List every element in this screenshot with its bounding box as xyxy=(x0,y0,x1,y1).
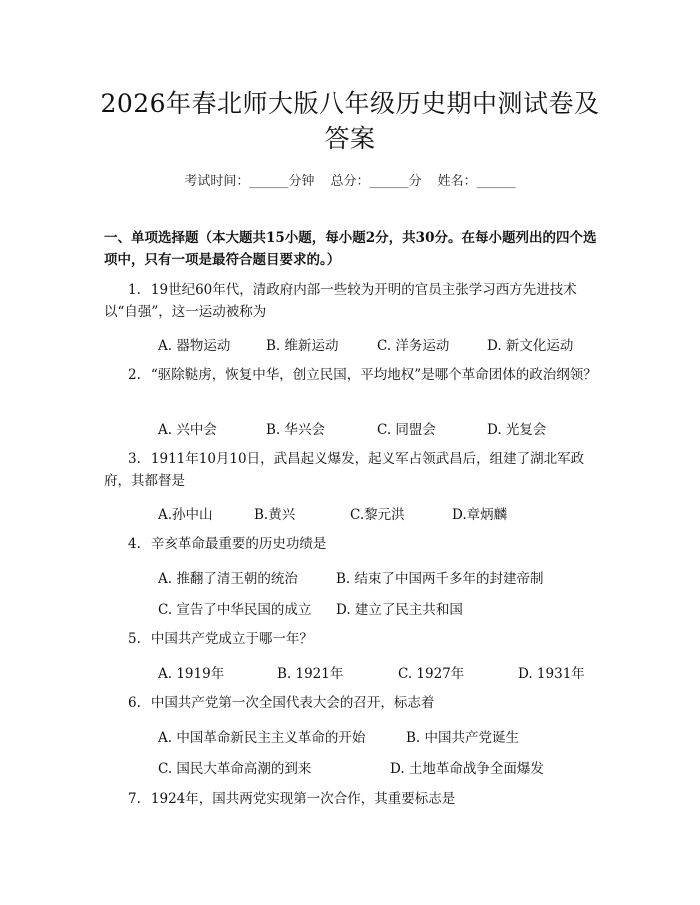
option-c: C.黎元洪 xyxy=(350,507,405,523)
question-number: 3. xyxy=(128,451,141,467)
question-6 xyxy=(104,692,604,714)
question-text: 1924年，国共两党实现第一次合作，其重要标志是 xyxy=(150,791,456,807)
question-text: 1911年10月10日，武昌起义爆发，起义军占领武昌后，组建了湖北军政府，其都督是 xyxy=(104,451,585,489)
question-number: 2. xyxy=(128,367,141,383)
exam-time: 考试时间：______分钟 xyxy=(184,174,315,189)
exam-name: 姓名：______ xyxy=(437,174,516,189)
exam-score: 总分：______分 xyxy=(330,174,422,189)
option-b: B. 1921年 xyxy=(277,666,344,682)
option-b: B. 华兴会 xyxy=(266,422,326,438)
question-1 xyxy=(104,279,604,323)
option-a: A. 1919年 xyxy=(158,666,225,682)
question-3 xyxy=(104,448,604,492)
question-number: 7. xyxy=(128,791,141,807)
exam-meta xyxy=(0,170,700,189)
option-b: B.黄兴 xyxy=(254,507,296,523)
option-a: A. 推翻了清王朝的统治 xyxy=(158,571,298,587)
option-a: A.孙中山 xyxy=(158,507,213,523)
question-text: 中国共产党第一次全国代表大会的召开，标志着 xyxy=(150,695,435,711)
question-number: 6. xyxy=(128,695,141,711)
option-d: D. 光复会 xyxy=(487,422,547,438)
option-a: A. 兴中会 xyxy=(158,422,217,438)
option-c: C. 宣告了中华民国的成立 xyxy=(158,602,312,618)
question-5 xyxy=(104,628,604,650)
question-4 xyxy=(104,533,604,555)
option-b: B. 维新运动 xyxy=(266,338,339,354)
question-number: 1. xyxy=(128,282,141,298)
option-c: C. 同盟会 xyxy=(377,422,436,438)
option-d: D. 1931年 xyxy=(518,666,585,682)
option-c: C. 国民大革命高潮的到来 xyxy=(158,761,312,777)
section-heading: 一、单项选择题（本大题共15小题，每小题2分，共30分。在每小题列出的四个选项中，只有一项是最符合题目要求的。） xyxy=(104,230,597,268)
question-7 xyxy=(104,788,604,810)
question-text: “驱除鞑虏，恢复中华，创立民国，平均地权”是哪个革命团体的政治纲领？ xyxy=(150,367,597,383)
question-number: 4. xyxy=(128,536,141,552)
option-a: A. 中国革命新民主主义革命的开始 xyxy=(158,730,366,746)
option-b: B. 结束了中国两千多年的封建帝制 xyxy=(336,571,544,587)
option-c: C. 1927年 xyxy=(398,666,465,682)
option-d: D. 土地革命战争全面爆发 xyxy=(390,761,544,777)
option-a: A. 器物运动 xyxy=(158,338,231,354)
option-d: D. 建立了民主共和国 xyxy=(336,602,463,618)
question-number: 5. xyxy=(128,631,141,647)
question-2 xyxy=(104,364,604,386)
question-text: 19世纪60年代，清政府内部一些较为开明的官员主张学习西方先进技术以“自强”，这一运动被称为 xyxy=(104,282,577,320)
question-text: 辛亥革命最重要的历史功绩是 xyxy=(150,536,327,552)
option-b: B. 中国共产党诞生 xyxy=(406,730,520,746)
option-d: D. 新文化运动 xyxy=(487,338,574,354)
exam-title-line2: 答案 xyxy=(324,124,376,153)
exam-title-line1: 2026年春北师大版八年级历史期中测试卷及 xyxy=(100,89,600,118)
option-c: C. 洋务运动 xyxy=(377,338,450,354)
option-d: D.章炳麟 xyxy=(452,507,508,523)
question-text: 中国共产党成立于哪一年？ xyxy=(150,631,313,647)
